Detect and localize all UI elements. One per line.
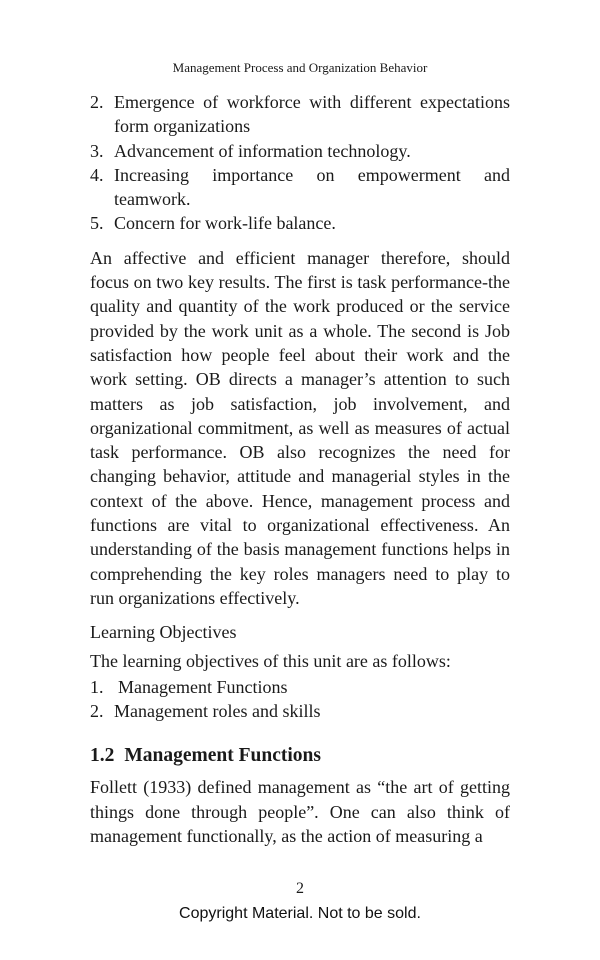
- learning-objectives-intro: The learning objectives of this unit are as follows:: [90, 650, 451, 671]
- list-item-number: 1.: [90, 676, 104, 697]
- list-item-text: Concern for work-life balance.: [114, 213, 336, 234]
- list-item-number: 2.: [90, 92, 104, 112]
- list-item: [90, 139, 510, 163]
- list-item-text: Emergence of workforce with different expectations form organizations: [114, 92, 510, 137]
- list-item: [90, 90, 510, 139]
- list-item: [90, 211, 510, 235]
- list-item-number: 2.: [90, 701, 104, 722]
- list-item-text: Advancement of information technology.: [114, 140, 411, 161]
- list-item-number: 5.: [90, 213, 104, 234]
- challenges-list: [90, 90, 510, 236]
- list-item: [90, 163, 510, 212]
- list-item-number: 4.: [90, 164, 104, 185]
- page-content: [90, 90, 510, 848]
- running-header: Management Process and Organization Behavior: [172, 60, 428, 75]
- list-item: [90, 675, 510, 699]
- objectives-list: [90, 675, 510, 724]
- body-paragraph: An affective and efficient manager therefore, should focus on two key results. The first is task performance-the quality and quantity of the work produced or the service provided by the work unit as a whole. The second is Job satisfaction how people feel about their work and the work setting. OB directs a manager’s attention to such matters as job satisfaction, job involvement, and organizational commitment, as well as measures of actual task performance. OB also recognizes the need for changing behavior, attitude and managerial styles in the context of the above. Hence, management process and functions are vital to organizational effectiveness. An understanding of the basis management functions helps in comprehending the key roles managers need to play to run organizations effectively.: [90, 247, 510, 608]
- section-number: 1.2: [90, 745, 115, 767]
- list-item-text: Management roles and skills: [114, 701, 321, 722]
- section-title: Management Functions: [124, 745, 321, 767]
- list-item-text: Management Functions: [118, 676, 288, 697]
- list-item-number: 3.: [90, 140, 104, 161]
- list-item: [90, 699, 510, 723]
- copyright-notice: Copyright Material. Not to be sold.: [179, 905, 421, 922]
- page-number: 2: [296, 880, 304, 897]
- list-item-text: Increasing importance on empowerment and teamwork.: [114, 164, 510, 210]
- learning-objectives-heading: Learning Objectives: [90, 622, 237, 643]
- section-paragraph: Follett (1933) defined management as “the art of getting things done through people”. One can also think of management functionally, as the action of measuring a: [90, 777, 510, 847]
- section-heading: [90, 743, 510, 769]
